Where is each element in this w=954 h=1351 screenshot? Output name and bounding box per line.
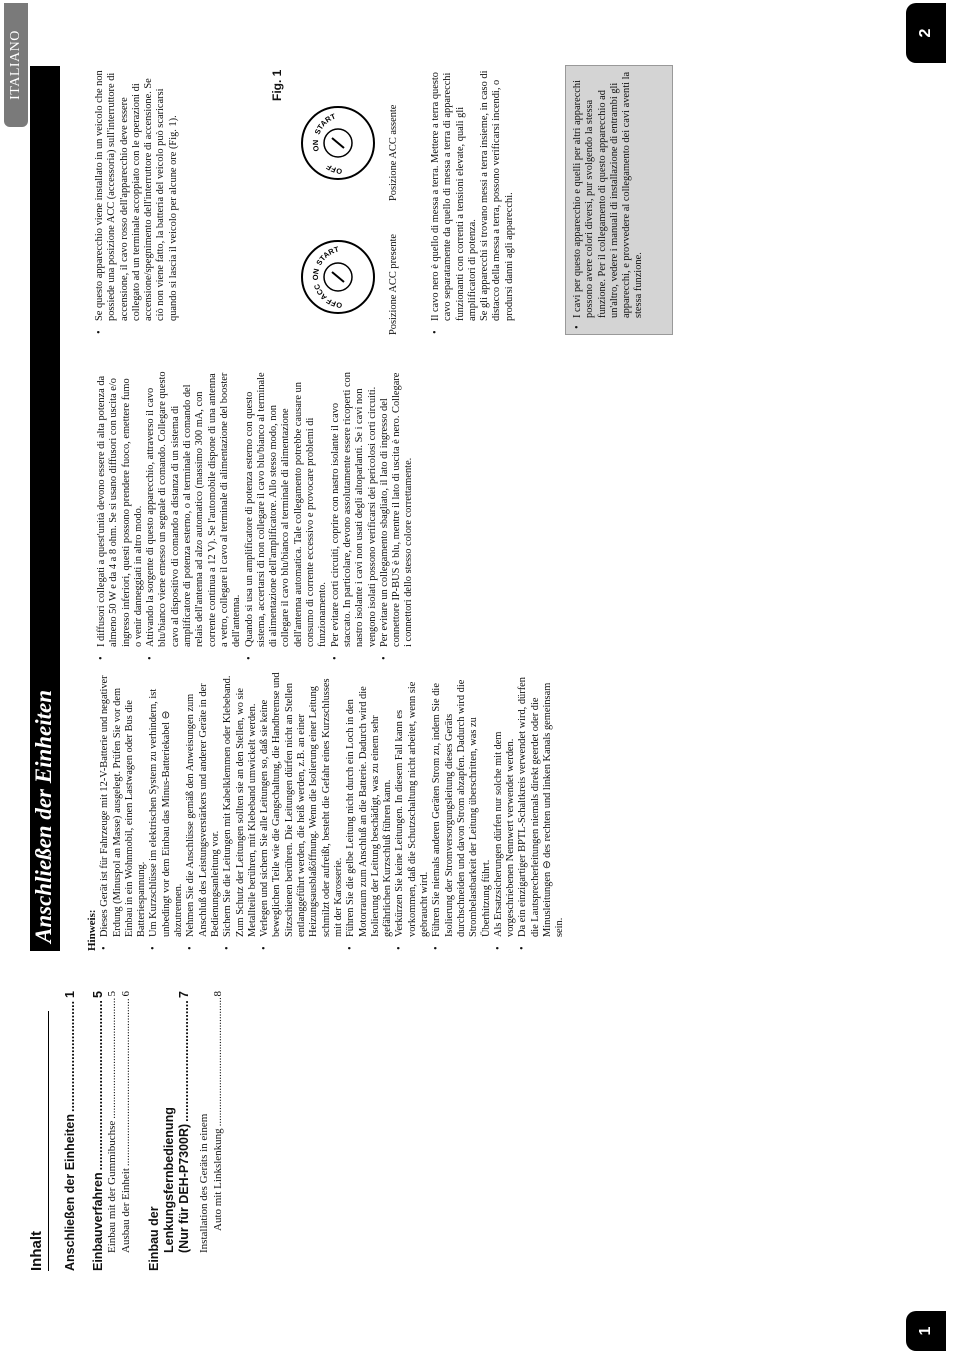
dial-caption: Posizione ACC assente [388, 104, 399, 201]
toc-entry-label: Einbau mit der Gummibuchse [106, 1120, 118, 1253]
notes-list [96, 371, 416, 661]
notes-heading: Hinweis: [86, 909, 98, 951]
toc-title: Inhalt [28, 1011, 49, 1271]
list-item: • Il cavo nero è quello di messa a terra. Mettere a terra questo cavo separatamente da quello di messa a terra di apparecchi funzionanti con correnti a tensioni elevate, quali gli amplificatori di potenza. Se gli apparecchi si trovano messi a terra insieme, in caso di distacco della messa a terra, possono verificarsi incendi, o prodursi danni agli apparecchi. [430, 67, 516, 335]
toc-entry-page: 8 [212, 991, 224, 997]
page-number-left: 1 [906, 1311, 946, 1351]
list-item: • Führen Sie niemals anderen Geräten Strom zu, indem Sie die Isolierung der Stromversorgungsleitung dieses Geräts durchschneiden und davon Strom abzapfen. Dadurch wird die Strombelastbarkeit der Leitung überschritten, was zu Überhitzung führt. [431, 666, 492, 951]
notes-column-italian-2 [94, 67, 180, 335]
dial-label: ON [310, 267, 322, 281]
toc-entry-page: 6 [120, 991, 132, 997]
toc-heading: Einbau der [147, 1206, 161, 1271]
toc-entry-page: 5 [106, 991, 118, 997]
list-item: • Per evitare un collegamento sbagliato, il lato di ingresso del connettore IP-BUS è blu, mentre il lato di uscita è nero. Collegare i connettori dello stesso colore correttamente. [379, 371, 416, 661]
notes-list [430, 67, 516, 335]
notes-list [572, 70, 646, 330]
toc-leader-dots [105, 999, 119, 1119]
toc-subentry [197, 991, 211, 1271]
svg-text:ON [311, 268, 321, 281]
ignition-dial-without-acc [300, 105, 376, 181]
dial-caption: Posizione ACC presente [388, 233, 399, 335]
toc-entry-label: Ausbau der Einheit [120, 1168, 132, 1253]
list-item: • Dieses Gerät ist für Fahrzeuge mit 12-V-Batterie und negativer Erdung (Minuspol an Masse) ausgelegt. Prüfen Sie vor dem Einbau in ein Wohnmobil, einen Lastwagen oder Bus die Batteriespannung. [99, 666, 148, 951]
list-item: • Führen Sie die gelbe Leitung nicht durch ein Loch in den Motorraum zum Anschluß an die Batterie. Dadurch wird die Isolierung der Leitung beschädigt, was zu einem sehr gefährlichen Kurzschluß führen kann. [345, 666, 394, 951]
list-item: • I diffusori collegati a quest'unità devono essere di alta potenza da almeno 50 W e da 4 a 8 ohm. Se si usano diffusori con uscita e/o ingresso inferiori, questi possono prendere fuoco, emettere fumo o venir danneggiati in altro modo. [96, 371, 145, 661]
toc-subentry[interactable] [105, 991, 119, 1271]
dial-label: ON [310, 139, 322, 153]
list-item: • Verlegen und sichern Sie alle Leitungen so, daß sie keine beweglichen Teile wie die Gangschaltung, die Handbremse und Sitzschienen berühren. Die Leitungen dürfen nicht an Stellen entlanggeführt werden, die heiß werden, z.B. an einer Heizungsausblaßöffnung. Wenn die Isolierung einer Leitung schmilzt oder aufreißt, besteht die Gefahr eines Kurzschlusses mit der Karosserie. [259, 666, 345, 951]
list-item: • Als Ersatzsicherungen dürfen nur solche mit dem vorgeschriebenen Nennwert verwendet werden. [493, 666, 518, 951]
notes-list [94, 67, 180, 335]
dial-label: START [312, 111, 337, 136]
table-of-contents [28, 991, 225, 1271]
toc-entry-page: 7 [177, 991, 191, 998]
toc-leader-dots [91, 1000, 105, 1170]
language-tab-italiano: ITALIANO [4, 3, 28, 127]
section-banner [30, 66, 60, 951]
toc-entry-page: 1 [63, 991, 77, 998]
svg-text:ON [311, 140, 321, 153]
toc-subentry[interactable] [119, 991, 133, 1271]
notes-list [99, 666, 566, 951]
section-title: Anschließen der Einheiten [31, 689, 56, 943]
notes-column-italian-1 [96, 371, 416, 661]
note-box [565, 65, 673, 335]
list-item: • Da ein einzigartiger BPTL-Schaltkreis verwendet wird, dürfen die Lautsprecherleitungen niemals direkt geerdet oder die Minusleitungen ⊖ des rechten und linken Kanals gemeinsam sein. [517, 666, 566, 951]
toc-entry-label: Einbauverfahren [91, 1172, 105, 1271]
toc-heading: Lenkungsfernbedienung [162, 1107, 176, 1253]
toc-leader-dots [211, 999, 225, 1127]
dial-label: ACC [312, 282, 329, 303]
ignition-switch-icon [300, 239, 376, 315]
notes-column-german [86, 666, 567, 951]
list-item: • Attivando la sorgente di questo apparecchio, attraverso il cavo blu/bianco viene emesso un segnale di comando. Collegare questo cavo al dispositivo di comando a distanza di un sistema di amplificatore di potenza esterno, o al terminale di comando del relais dell'antenna ad alzo automatico (massimo 300 mA, con corrente continua a 12 V). Se l'automobile dispone di una antenna a vetro, collegare il cavo al terminale di alimentazione del booster dell'antenna. [145, 371, 243, 661]
list-item: • I cavi per questo apparecchio e quelli per altri apparecchi possono avere colori diversi, pur svolgendo la stessa funzione. Per il collegamento di questo apparecchio ad un'altro, vedere i manuali di installazione di entrambi gli apparecchi, e provvedere al collegamento dei cavi aventi la stessa funzione. [572, 70, 646, 330]
toc-leader-dots [177, 1000, 191, 1122]
figure-label: Fig. 1 [270, 69, 284, 101]
ignition-figure [270, 61, 430, 351]
toc-leader-dots [63, 1000, 77, 1112]
list-item: • Quando si usa un amplificatore di potenza esterno con questo sistema, accertarsi di non collegare il cavo blu/bianco al terminale di alimentazione dell'amplificatore. Allo stesso modo, non collegare il cavo blu/bianco al terminale di alimentazione dell'antenna automatica. Tale collegamento potrebbe causare un consumo di corrente eccessivo e provocare problemi di funzionamento. [244, 371, 330, 661]
list-item: • Sichern Sie die Leitungen mit Kabelklemmen oder Klebeband. Zum Schutz der Leitungen sollten sie an den Stellen, wo sie Metallteile berühren, mit Klebeband umwickelt werden. [222, 666, 259, 951]
list-item: • Nehmen Sie die Anschlüsse gemäß den Anweisungen zum Anschluß des Leistungsverstärkers und anderer Geräte in der Bedienungsanleitung vor. [185, 666, 222, 951]
dial-label: OFF [324, 296, 343, 311]
list-item: • Verkürzen Sie keine Leitungen. In diesem Fall kann es vorkommen, daß die Schutzschaltung nicht arbeitet, wenn sie gebraucht wird. [394, 666, 431, 951]
toc-entry-label: Installation des Geräts in einem [198, 1113, 210, 1253]
toc-subentry[interactable] [211, 991, 225, 1271]
toc-entry-label: Anschließen der Einheiten [63, 1114, 77, 1271]
list-item: • Se questo apparecchio viene installato in un veicolo che non possiede una posizione ACC (accessoria) sull'interruttore di accensione, il cavo rosso dell'apparecchio deve essere collegato ad un terminale accoppiato con le operazioni di accensione/spegnimento dell'interruttore di accensione. Se ciò non viene fatto, la batteria del veicolo può scaricarsi quando si lascia il veicolo per alcune ore (Fig. 1). [94, 67, 180, 335]
ignition-dial-with-acc [300, 239, 376, 315]
list-item: • Per evitare corti circuiti, coprire con nastro isolante il cavo staccato. In particolare, devono assolutamente essere ricoperti con nastro isolante i cavi non usati degli altoparlanti. Se i cavi non vengono isolati possono verificarsi dei pericolosi corti circuiti. [330, 371, 379, 661]
svg-text:OFF [324, 296, 342, 310]
dial-label: OFF [324, 162, 343, 177]
notes-column-italian-3 [430, 67, 516, 335]
toc-entry-label: Auto mit Linkslenkung [212, 1128, 224, 1231]
toc-entry-page: 5 [91, 991, 105, 998]
ignition-switch-icon [300, 105, 376, 181]
toc-entry[interactable] [91, 991, 105, 1271]
dial-label: START [314, 244, 340, 267]
list-item: • Um Kurzschlüsse im elektrischen System zu verhindern, ist unbedingt vor dem Einbau das Minus-Batteriekabel ⊖ abzutrennen. [148, 666, 185, 951]
toc-entry[interactable] [177, 991, 191, 1271]
toc-entry-label: (Nur für DEH-P7300R) [177, 1123, 191, 1253]
toc-leader-dots [119, 999, 133, 1167]
page-number-right: 2 [906, 3, 946, 63]
svg-text:OFF [324, 162, 342, 176]
toc-entry[interactable] [63, 991, 77, 1271]
